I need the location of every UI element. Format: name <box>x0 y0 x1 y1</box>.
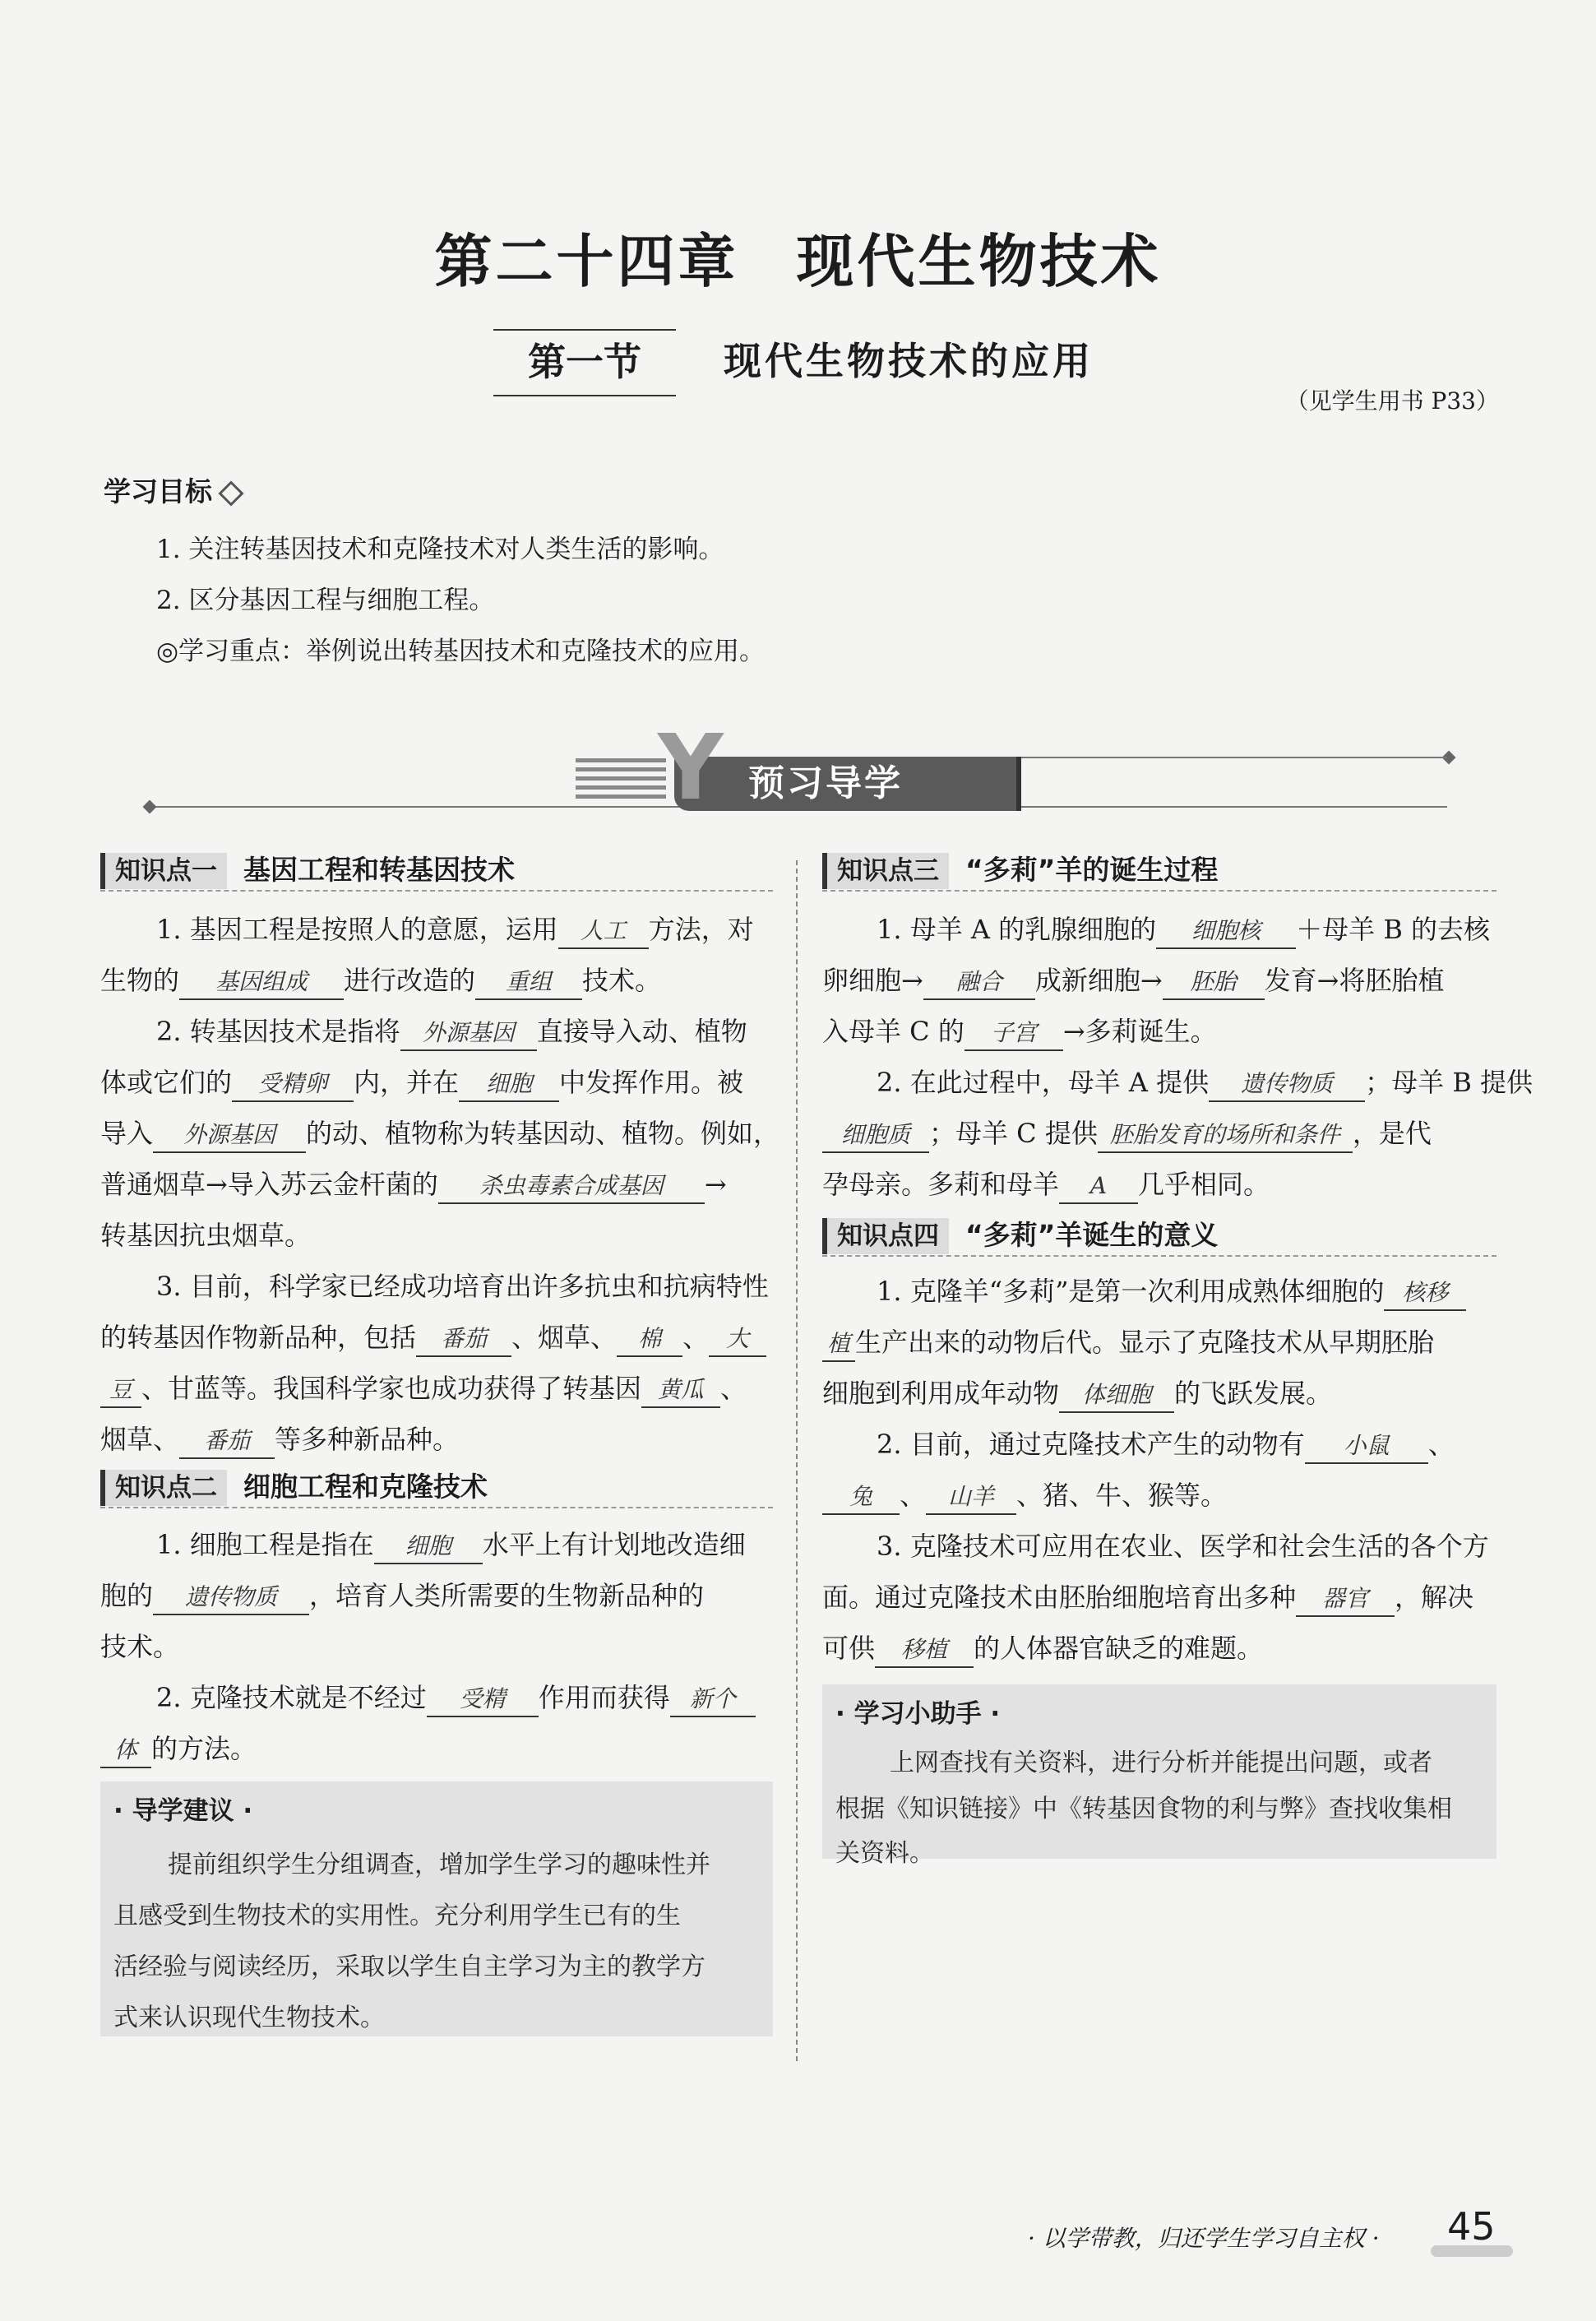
answer-blank: 大 <box>709 1323 766 1357</box>
answer-blank: 外源基因 <box>153 1119 306 1153</box>
text-line: 普通烟草→导入苏云金杆菌的 杀虫毒素合成基因 → <box>100 1166 727 1202</box>
text-line: 细胞到利用成年动物 体细胞 的飞跃发展。 <box>822 1375 1332 1411</box>
answer-blank: 杀虫毒素合成基因 <box>438 1170 705 1204</box>
text-line: 兔 、 山羊 、猪、牛、猴等。 <box>822 1477 1227 1513</box>
section-number: 第一节 <box>493 329 676 396</box>
knowledge-point-title: “多莉”羊诞生的意义 <box>965 1219 1219 1251</box>
knowledge-point-1-header <box>100 852 773 892</box>
answer-blank: 遗传物质 <box>1209 1068 1365 1102</box>
answer-blank: 番茄 <box>416 1323 511 1357</box>
suggestion-line: 式来认识现代生物技术。 <box>113 2004 385 2032</box>
text-line: 生物的 基因组成 进行改造的 重组 技术。 <box>100 962 661 998</box>
text-line: 孕母亲。多莉和母羊 A 几乎相同。 <box>822 1166 1270 1202</box>
answer-blank: 黄瓜 <box>641 1374 720 1408</box>
knowledge-point-title: “多莉”羊的诞生过程 <box>965 854 1219 886</box>
section-name: 现代生物技术的应用 <box>724 339 1094 383</box>
answer-blank: 小鼠 <box>1305 1429 1428 1464</box>
goal-item: 1. 关注转基因技术和克隆技术对人类生活的影响。 <box>156 535 724 564</box>
answer-blank: 细胞 <box>459 1068 559 1102</box>
banner-letter-icon: Y <box>658 715 724 820</box>
text-line: 细胞质 ；母羊 C 提供 胚胎发育的场所和条件 ，是代 <box>822 1115 1432 1151</box>
answer-blank: 棉 <box>617 1323 682 1357</box>
knowledge-point-3-header <box>822 852 1497 892</box>
text-line: 面。通过克隆技术由胚胎细胞培育出多种 器官 ，解决 <box>822 1579 1473 1615</box>
knowledge-point-title: 细胞工程和克隆技术 <box>243 1471 488 1503</box>
text-line: 烟草、 番茄 等多种新品种。 <box>100 1421 459 1457</box>
text-line: 体或它们的 受精卵 内，并在 细胞 中发挥作用。被 <box>100 1064 743 1100</box>
answer-blank: 受精卵 <box>232 1068 354 1102</box>
knowledge-point-title: 基因工程和转基因技术 <box>243 854 515 886</box>
text-line: 豆 、甘蓝等。我国科学家也成功获得了转基因 黄瓜 、 <box>100 1370 747 1406</box>
answer-blank: 新个 <box>670 1683 756 1717</box>
column-divider <box>796 860 798 2061</box>
knowledge-point-tag: 知识点二 <box>100 1470 227 1506</box>
teaching-suggestion-title: · 导学建议 · <box>113 1796 253 1826</box>
knowledge-point-tag: 知识点四 <box>822 1218 949 1254</box>
knowledge-point-4-header <box>822 1217 1497 1257</box>
helper-line: 关资料。 <box>835 1839 934 1868</box>
text-line: 植 生产出来的动物后代。显示了克隆技术从早期胚胎 <box>822 1324 1434 1360</box>
text-line: 2. 克隆技术就是不经过 受精 作用而获得 新个 <box>156 1679 756 1716</box>
knowledge-point-2-header <box>100 1469 773 1508</box>
text-line: 1. 克隆羊“多莉”是第一次利用成熟体细胞的 核移 <box>877 1273 1466 1309</box>
answer-blank: 人工 <box>558 915 649 949</box>
teaching-suggestion-box <box>100 1781 773 2036</box>
footer-motto: · 以学带教，归还学生学习自主权 · <box>1028 2225 1380 2252</box>
answer-blank: 胚胎发育的场所和条件 <box>1098 1119 1353 1153</box>
answer-blank: 重组 <box>475 966 582 1000</box>
answer-blank: 体 <box>100 1734 151 1768</box>
knowledge-point-tag: 知识点三 <box>822 853 949 889</box>
text-line: 胞的 遗传物质 ，培育人类所需要的生物新品种的 <box>100 1577 704 1614</box>
answer-blank: 植 <box>822 1327 855 1362</box>
answer-blank: 移植 <box>875 1633 974 1668</box>
suggestion-line: 提前组织学生分组调查，增加学生学习的趣味性并 <box>168 1851 710 1879</box>
text-line: 2. 在此过程中，母羊 A 提供 遗传物质 ；母羊 B 提供 <box>877 1064 1533 1100</box>
goal-item: ◎学习重点：举例说出转基因技术和克隆技术的应用。 <box>156 637 766 666</box>
text-line: 1. 基因工程是按照人的意愿，运用 人工 方法，对 <box>156 911 754 947</box>
answer-blank: 核移 <box>1384 1276 1466 1311</box>
text-line: 可供 移植 的人体器官缺乏的难题。 <box>822 1630 1263 1666</box>
suggestion-line: 活经验与阅读经历，采取以学生自主学习为主的教学方 <box>113 1953 705 1981</box>
suggestion-line: 且感受到生物技术的实用性。充分利用学生已有的生 <box>113 1902 681 1930</box>
text-line: 1. 细胞工程是指在 细胞 水平上有计划地改造细 <box>156 1526 746 1563</box>
banner-rule-upper <box>1020 757 1447 758</box>
answer-blank: 胚胎 <box>1163 966 1265 1000</box>
text-line: 的转基因作物新品种，包括 番茄 、烟草、 棉 、 大 <box>100 1319 766 1355</box>
goal-item: 2. 区分基因工程与细胞工程。 <box>156 586 495 615</box>
text-line: 导入 外源基因 的动、植物称为转基因动、植物。例如， <box>100 1115 779 1151</box>
study-helper-title: · 学习小助手 · <box>835 1699 1001 1729</box>
banner-rule-dot <box>143 800 157 814</box>
answer-blank: 外源基因 <box>400 1017 537 1051</box>
text-line: 2. 转基因技术是指将 外源基因 直接导入动、植物 <box>156 1013 747 1049</box>
text-line: 卵细胞→ 融合 成新细胞→ 胚胎 发育→将胚胎植 <box>822 962 1444 998</box>
text-line: 3. 目前，科学家已经成功培育出许多抗虫和抗病特性 <box>156 1271 769 1302</box>
text-line: 入母羊 C 的 子宫 →多莉诞生。 <box>822 1013 1217 1049</box>
answer-blank: 体细胞 <box>1059 1378 1174 1413</box>
page-number: 45 <box>1447 2204 1496 2249</box>
answer-blank: 遗传物质 <box>153 1581 309 1615</box>
text-line: 2. 目前，通过克隆技术产生的动物有 小鼠 、 <box>877 1426 1455 1462</box>
knowledge-point-tag: 知识点一 <box>100 853 227 889</box>
answer-blank: 子宫 <box>965 1017 1063 1051</box>
text-line: 3. 克隆技术可应用在农业、医学和社会生活的各个方 <box>877 1531 1489 1562</box>
learning-goals-heading <box>104 470 240 509</box>
answer-blank: 融合 <box>923 966 1035 1000</box>
text-line: 技术。 <box>100 1631 180 1662</box>
diamond-icon <box>218 480 243 506</box>
text-line: 体 的方法。 <box>100 1730 257 1767</box>
student-book-reference: （见学生用书 P33） <box>1285 387 1499 415</box>
text-line: 1. 母羊 A 的乳腺细胞的 细胞核 ＋母羊 B 的去核 <box>877 911 1490 947</box>
answer-blank: 细胞质 <box>822 1119 929 1153</box>
answer-blank: 番茄 <box>179 1425 275 1459</box>
answer-blank: 细胞 <box>374 1530 483 1564</box>
helper-line: 上网查找有关资料，进行分析并能提出问题，或者 <box>890 1749 1432 1777</box>
answer-blank: 受精 <box>427 1683 539 1717</box>
answer-blank: 基因组成 <box>179 966 344 1000</box>
chapter-title <box>0 215 1596 299</box>
chapter-number: 第二十四章 <box>434 227 739 295</box>
answer-blank: 器官 <box>1296 1582 1395 1617</box>
chapter-name: 现代生物技术 <box>796 227 1162 295</box>
answer-blank: 豆 <box>100 1374 141 1408</box>
learning-goals-label: 学习目标 <box>104 475 212 507</box>
study-helper-box <box>822 1684 1497 1868</box>
text-line: 转基因抗虫烟草。 <box>100 1220 312 1251</box>
answer-blank: 山羊 <box>926 1480 1016 1515</box>
preview-guide-banner: 预习导学 <box>674 757 1020 811</box>
banner-stripes <box>576 758 666 806</box>
answer-blank: A <box>1059 1170 1138 1204</box>
banner-end-bar <box>1016 757 1021 811</box>
section-title <box>493 329 1151 395</box>
helper-line: 根据《知识链接》中《转基因食物的利与弊》查找收集相 <box>835 1795 1452 1823</box>
answer-blank: 细胞核 <box>1156 915 1296 949</box>
answer-blank: 兔 <box>822 1480 900 1515</box>
